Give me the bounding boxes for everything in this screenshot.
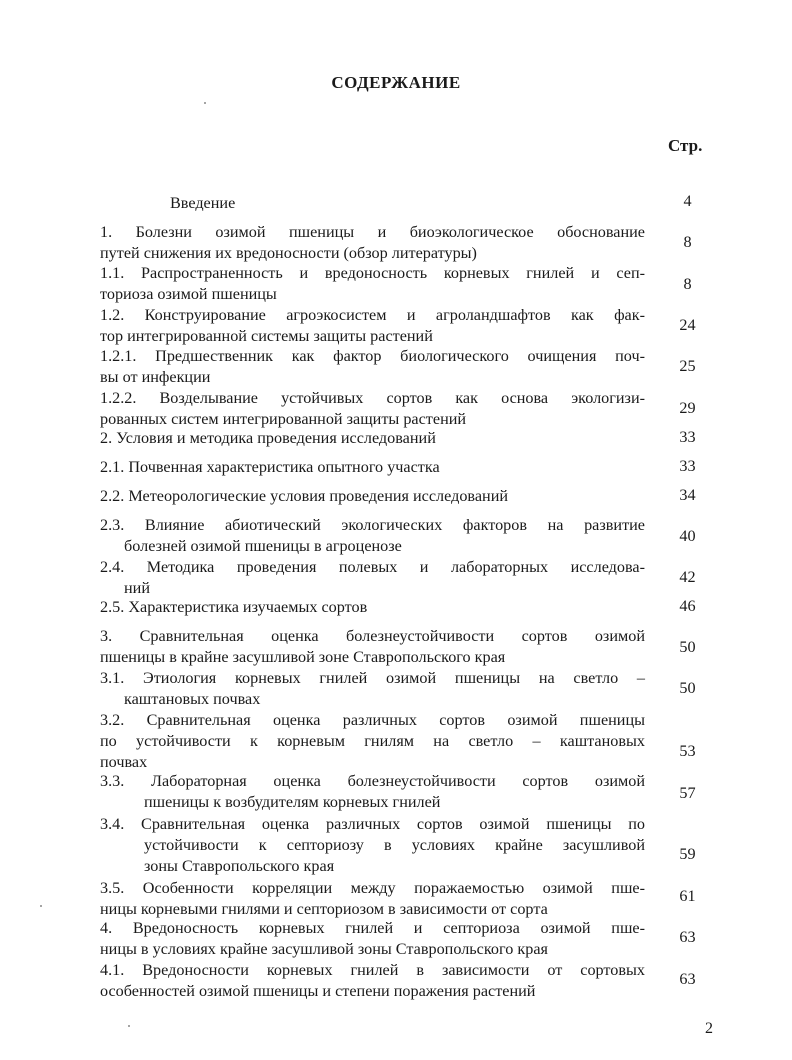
toc-entry-line: 2.5. Характеристика изучаемых сортов [100, 598, 368, 616]
toc-entry-line: 3.2. Сравнительная оценка различных сортов озимой пшеницы [100, 711, 645, 729]
toc-page-number: 53 [679, 742, 696, 760]
page-title: СОДЕРЖАНИЕ [331, 73, 461, 92]
toc-page-number: 33 [679, 457, 696, 475]
toc-entry-line: Введение [170, 194, 236, 212]
toc-page-number: 61 [679, 887, 696, 905]
toc-page-number: 57 [679, 784, 696, 802]
toc-page-number: 63 [679, 928, 696, 946]
scan-speck [40, 905, 42, 907]
toc-page-number: 50 [679, 679, 696, 697]
toc-entry [100, 557, 645, 599]
toc-page-number: 8 [683, 233, 692, 251]
toc-entry-line: 3.1. Этиология корневых гнилей озимой пшеницы на светло – [100, 669, 645, 687]
toc-entry [100, 428, 645, 449]
toc-entry [100, 668, 645, 710]
toc-entry [100, 597, 645, 618]
toc-page-number: 59 [679, 845, 696, 863]
toc-entry-line: 2.2. Метеорологические условия проведения исследований [100, 487, 509, 505]
toc-page-number: 42 [679, 568, 696, 586]
toc-entry-line: 3.3. Лабораторная оценка болезнеустойчивости сортов озимой [100, 772, 645, 790]
toc-page-number: 29 [679, 399, 696, 417]
toc-entry-line: устойчивости к септориозу в условиях крайне засушливой [144, 836, 645, 854]
toc-entry-line: 2.3. Влияние абиотический экологических факторов на развитие [100, 516, 645, 534]
toc-page-number: 40 [679, 527, 696, 545]
toc-entry [100, 878, 645, 920]
toc-entry [100, 305, 645, 347]
toc-entry-line: 1. Болезни озимой пшеницы и биоэкологическое обоснование [100, 223, 645, 241]
toc-entry-line: 1.2.2. Возделывание устойчивых сортов как основа экологизи- [100, 389, 645, 407]
toc-entry [100, 263, 645, 305]
toc-entry [100, 346, 645, 388]
toc-entry-line: 1.1. Распространенность и вредоносность корневых гнилей и сеп- [100, 264, 645, 282]
toc-entry-line: каштановых почвах [124, 690, 261, 708]
toc-entry-line: ницы в условиях крайне засушливой зоны Ставропольского края [100, 940, 548, 958]
toc-entry [100, 626, 645, 668]
toc-entry-line: 2. Условия и методика проведения исследований [100, 429, 436, 447]
toc-entry-line: 2.1. Почвенная характеристика опытного участка [100, 458, 440, 476]
toc-entry [100, 814, 645, 877]
toc-page-number: 24 [679, 316, 696, 334]
toc-entry [100, 486, 645, 507]
toc-page-number: 46 [679, 597, 696, 615]
toc-entry-line: 1.2.1. Предшественник как фактор биологического очищения поч- [100, 347, 645, 365]
toc-entry-line: ницы корневыми гнилями и септориозом в зависимости от сорта [100, 900, 548, 918]
toc-entry-line: вы от инфекции [100, 368, 211, 386]
toc-page-number: 50 [679, 638, 696, 656]
toc-page-number: 63 [679, 970, 696, 988]
scan-speck [128, 1025, 130, 1027]
toc-entry-line: зоны Ставропольского края [144, 857, 335, 875]
page-column-header: Стр. [668, 136, 703, 155]
toc-entry-line: путей снижения их вредоносности (обзор литературы) [100, 244, 477, 262]
toc-entry-line: тор интегрированной системы защиты растений [100, 327, 433, 345]
toc-entry-line: особенностей озимой пшеницы и степени поражения растений [100, 982, 536, 1000]
toc-page-number: 4 [683, 192, 692, 210]
toc-entry-line: болезней озимой пшеницы в агроценозе [124, 537, 402, 555]
toc-entry [100, 222, 645, 264]
toc-page-number: 34 [679, 486, 696, 504]
toc-entry-line: 4.1. Вредоносности корневых гнилей в зависимости от сортовых [100, 961, 645, 979]
toc-page-number: 25 [679, 357, 696, 375]
toc-entry-line: пшеницы к возбудителям корневых гнилей [144, 793, 441, 811]
toc-entry-line: почвах [100, 753, 148, 771]
page-number: 2 [705, 1020, 713, 1037]
toc-entry-line: 1.2. Конструирование агроэкосистем и агроландшафтов как фак- [100, 306, 645, 324]
toc-entry [100, 515, 645, 557]
toc-entry [170, 193, 715, 214]
toc-entry-line: 3.5. Особенности корреляции между поражаемостью озимой пше- [100, 879, 645, 897]
toc-entry-line: 4. Вредоносность корневых гнилей и септориоза озимой пше- [100, 919, 645, 937]
toc-page-number: 33 [679, 428, 696, 446]
toc-entry-line: 3. Сравнительная оценка болезнеустойчивости сортов озимой [100, 627, 645, 645]
toc-entry [100, 771, 645, 813]
toc-entry-line: рованных систем интегрированной защиты растений [100, 410, 467, 428]
toc-entry [100, 918, 645, 960]
scan-speck [204, 102, 206, 104]
toc-entry-line: пшеницы в крайне засушливой зоне Ставропольского края [100, 648, 506, 666]
toc-entry [100, 710, 645, 773]
toc-entry [100, 960, 645, 1002]
toc-page-number: 8 [683, 275, 692, 293]
toc-entry-line: ний [124, 579, 150, 597]
toc-entry-line: ториоза озимой пшеницы [100, 285, 277, 303]
toc-entry [100, 388, 645, 430]
toc-entry [100, 457, 645, 478]
toc-entry-line: 2.4. Методика проведения полевых и лабораторных исследова- [100, 558, 645, 576]
toc-entry-line: по устойчивости к корневым гнилям на светло – каштановых [100, 732, 645, 750]
toc-entry-line: 3.4. Сравнительная оценка различных сортов озимой пшеницы по [100, 815, 645, 833]
